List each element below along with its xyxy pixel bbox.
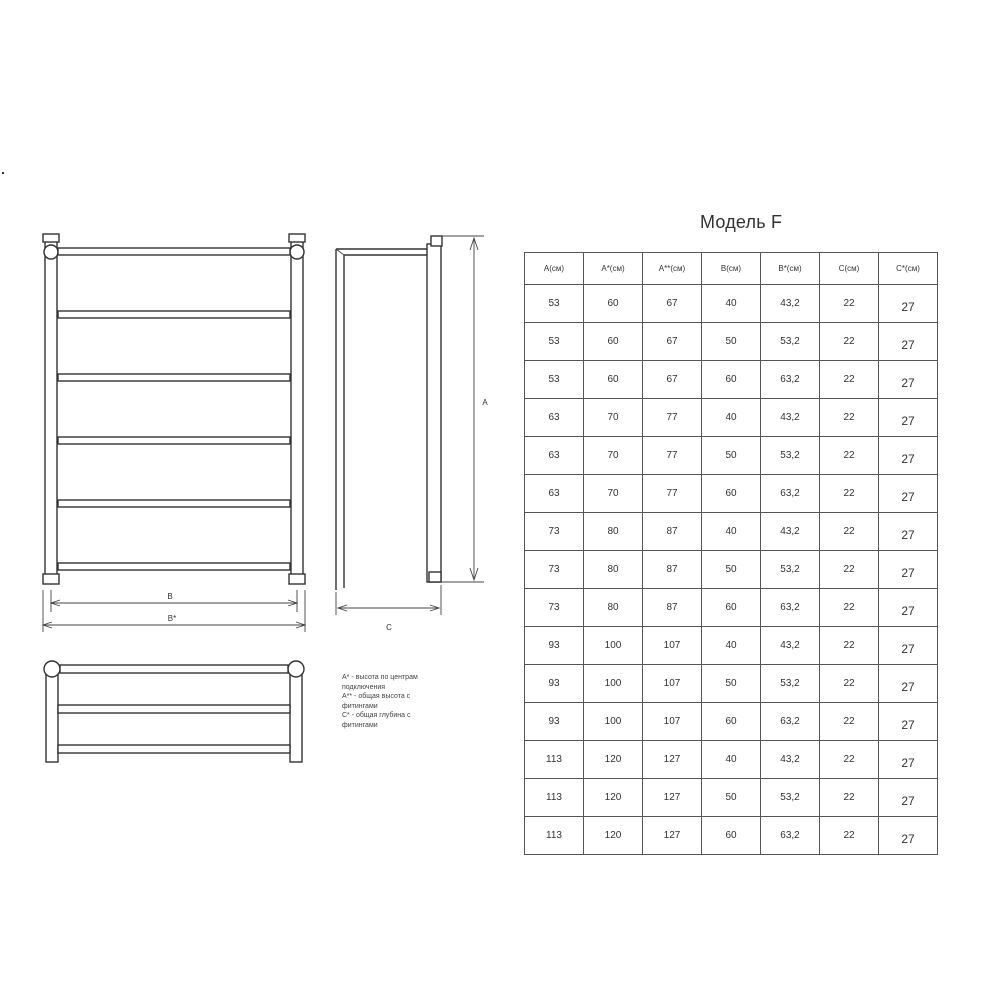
table-cell: 67 xyxy=(643,323,702,361)
table-cell: 22 xyxy=(820,323,879,361)
table-cell: 43,2 xyxy=(761,627,820,665)
table-cell: 120 xyxy=(584,817,643,855)
table-cell: 70 xyxy=(584,437,643,475)
table-cell: 60 xyxy=(584,323,643,361)
top-view-right-post xyxy=(290,664,302,762)
col-header-a: A(см) xyxy=(525,253,584,285)
table-cell: 22 xyxy=(820,817,879,855)
table-row xyxy=(525,361,938,399)
note-line: фитингами xyxy=(342,721,378,729)
table-cell: 120 xyxy=(584,741,643,779)
table-cell: 53 xyxy=(525,361,584,399)
table-row xyxy=(525,665,938,703)
table-cell: 127 xyxy=(643,741,702,779)
table-cell: 100 xyxy=(584,627,643,665)
table-cell: 60 xyxy=(702,475,761,513)
table-cell: 107 xyxy=(643,703,702,741)
dim-label-b-total: B* xyxy=(167,614,177,623)
table-cell: 93 xyxy=(525,703,584,741)
table-cell: 100 xyxy=(584,665,643,703)
table-cell: 60 xyxy=(702,817,761,855)
col-header-c-star: C*(см) xyxy=(879,253,938,285)
front-rung xyxy=(58,311,290,318)
table-cell: 77 xyxy=(643,399,702,437)
table-cell: 113 xyxy=(525,741,584,779)
table-cell: 87 xyxy=(643,551,702,589)
table-cell: 63,2 xyxy=(761,475,820,513)
table-cell: 113 xyxy=(525,779,584,817)
table-cell: 53,2 xyxy=(761,551,820,589)
table-cell: 80 xyxy=(584,513,643,551)
col-header-b-star: B*(см) xyxy=(761,253,820,285)
table-cell: 63 xyxy=(525,437,584,475)
note-line: C* - общая глубина с xyxy=(342,712,411,720)
top-view-bar xyxy=(58,745,290,753)
table-cell: 27 xyxy=(879,475,938,513)
table-cell: 80 xyxy=(584,551,643,589)
front-left-post xyxy=(45,240,57,583)
table-cell: 53,2 xyxy=(761,779,820,817)
table-cell: 22 xyxy=(820,779,879,817)
table-row xyxy=(525,589,938,627)
table-cell: 80 xyxy=(584,589,643,627)
table-cell: 67 xyxy=(643,361,702,399)
front-top-bar xyxy=(58,248,290,255)
table-row xyxy=(525,551,938,589)
table-cell: 63,2 xyxy=(761,703,820,741)
table-cell: 40 xyxy=(702,627,761,665)
col-header-b: B(см) xyxy=(702,253,761,285)
table-row xyxy=(525,779,938,817)
col-header-c: C(см) xyxy=(820,253,879,285)
table-cell: 22 xyxy=(820,665,879,703)
table-cell: 87 xyxy=(643,589,702,627)
table-cell: 22 xyxy=(820,589,879,627)
table-row xyxy=(525,475,938,513)
table-cell: 120 xyxy=(584,779,643,817)
table-row xyxy=(525,323,938,361)
top-view-right-fitting xyxy=(288,661,304,677)
table-cell: 22 xyxy=(820,741,879,779)
col-header-a-double-star: A**(см) xyxy=(643,253,702,285)
table-cell: 40 xyxy=(702,741,761,779)
table-cell: 27 xyxy=(879,361,938,399)
table-cell: 60 xyxy=(584,285,643,323)
table-cell: 100 xyxy=(584,703,643,741)
table-cell: 40 xyxy=(702,399,761,437)
table-cell: 63 xyxy=(525,399,584,437)
table-cell: 127 xyxy=(643,779,702,817)
table-cell: 27 xyxy=(879,589,938,627)
table-cell: 40 xyxy=(702,513,761,551)
table-cell: 27 xyxy=(879,817,938,855)
table-cell: 27 xyxy=(879,741,938,779)
dim-label-a: A xyxy=(482,398,488,407)
table-cell: 22 xyxy=(820,437,879,475)
front-right-fitting xyxy=(290,245,304,259)
table-cell: 93 xyxy=(525,627,584,665)
table-cell: 22 xyxy=(820,551,879,589)
side-post xyxy=(427,244,441,582)
note-line: A* - высота по центрам xyxy=(342,674,418,681)
table-row xyxy=(525,399,938,437)
top-view-left-post xyxy=(46,664,58,762)
table-row xyxy=(525,627,938,665)
table-cell: 22 xyxy=(820,475,879,513)
table-cell: 27 xyxy=(879,399,938,437)
table-header-row xyxy=(525,253,938,285)
table-cell: 93 xyxy=(525,665,584,703)
table-cell: 27 xyxy=(879,551,938,589)
top-view xyxy=(44,661,304,762)
table-cell: 73 xyxy=(525,513,584,551)
table-row xyxy=(525,741,938,779)
table-cell: 27 xyxy=(879,627,938,665)
table-row xyxy=(525,703,938,741)
table-cell: 127 xyxy=(643,817,702,855)
front-rung xyxy=(58,500,290,507)
table-cell: 107 xyxy=(643,627,702,665)
side-view xyxy=(336,236,488,632)
table-cell: 22 xyxy=(820,361,879,399)
table-cell: 63 xyxy=(525,475,584,513)
table-row xyxy=(525,817,938,855)
front-rung xyxy=(58,374,290,381)
table-cell: 63,2 xyxy=(761,361,820,399)
note-line: A** - общая высота с xyxy=(342,693,411,701)
dimensions-table xyxy=(524,252,938,855)
table-cell: 22 xyxy=(820,285,879,323)
table-cell: 53,2 xyxy=(761,665,820,703)
table-cell: 27 xyxy=(879,665,938,703)
note-line: фитингами xyxy=(342,702,378,710)
front-view xyxy=(43,234,305,632)
table-cell: 113 xyxy=(525,817,584,855)
table-cell: 60 xyxy=(702,589,761,627)
top-view-left-fitting xyxy=(44,661,60,677)
table-cell: 27 xyxy=(879,437,938,475)
table-cell: 73 xyxy=(525,589,584,627)
table-cell: 22 xyxy=(820,513,879,551)
top-view-bar xyxy=(60,665,288,673)
table-cell: 22 xyxy=(820,703,879,741)
table-cell: 43,2 xyxy=(761,399,820,437)
table-cell: 87 xyxy=(643,513,702,551)
table-cell: 67 xyxy=(643,285,702,323)
col-header-a-star: A*(см) xyxy=(584,253,643,285)
table-row xyxy=(525,285,938,323)
table-cell: 53 xyxy=(525,323,584,361)
stray-mark xyxy=(2,172,4,174)
table-cell: 70 xyxy=(584,475,643,513)
top-view-bar xyxy=(58,705,290,713)
notes-block xyxy=(342,673,472,731)
table-cell: 50 xyxy=(702,551,761,589)
table-cell: 50 xyxy=(702,665,761,703)
front-rung xyxy=(58,437,290,444)
table-cell: 63,2 xyxy=(761,817,820,855)
table-cell: 53,2 xyxy=(761,437,820,475)
table-row xyxy=(525,437,938,475)
table-cell: 60 xyxy=(584,361,643,399)
table-cell: 50 xyxy=(702,323,761,361)
table-cell: 27 xyxy=(879,323,938,361)
table-cell: 77 xyxy=(643,437,702,475)
table-cell: 22 xyxy=(820,399,879,437)
table-cell: 53,2 xyxy=(761,323,820,361)
table-cell: 40 xyxy=(702,285,761,323)
front-rung xyxy=(58,563,290,570)
table-cell: 43,2 xyxy=(761,741,820,779)
model-title: Модель F xyxy=(700,212,783,232)
table-cell: 22 xyxy=(820,627,879,665)
table-cell: 60 xyxy=(702,361,761,399)
table-cell: 27 xyxy=(879,513,938,551)
dim-label-b: B xyxy=(167,592,173,601)
table-body xyxy=(525,285,938,855)
table-row xyxy=(525,513,938,551)
note-line: подключения xyxy=(342,683,386,691)
table-cell: 43,2 xyxy=(761,513,820,551)
table-cell: 50 xyxy=(702,437,761,475)
table-cell: 53 xyxy=(525,285,584,323)
table-cell: 27 xyxy=(879,285,938,323)
table-cell: 27 xyxy=(879,779,938,817)
front-right-post xyxy=(291,240,303,583)
table-cell: 63,2 xyxy=(761,589,820,627)
table-cell: 60 xyxy=(702,703,761,741)
table-cell: 50 xyxy=(702,779,761,817)
front-left-fitting xyxy=(44,245,58,259)
table-cell: 27 xyxy=(879,703,938,741)
table-cell: 43,2 xyxy=(761,285,820,323)
table-cell: 73 xyxy=(525,551,584,589)
table-cell: 107 xyxy=(643,665,702,703)
table-cell: 70 xyxy=(584,399,643,437)
table-cell: 77 xyxy=(643,475,702,513)
dim-label-c: C xyxy=(386,623,392,632)
